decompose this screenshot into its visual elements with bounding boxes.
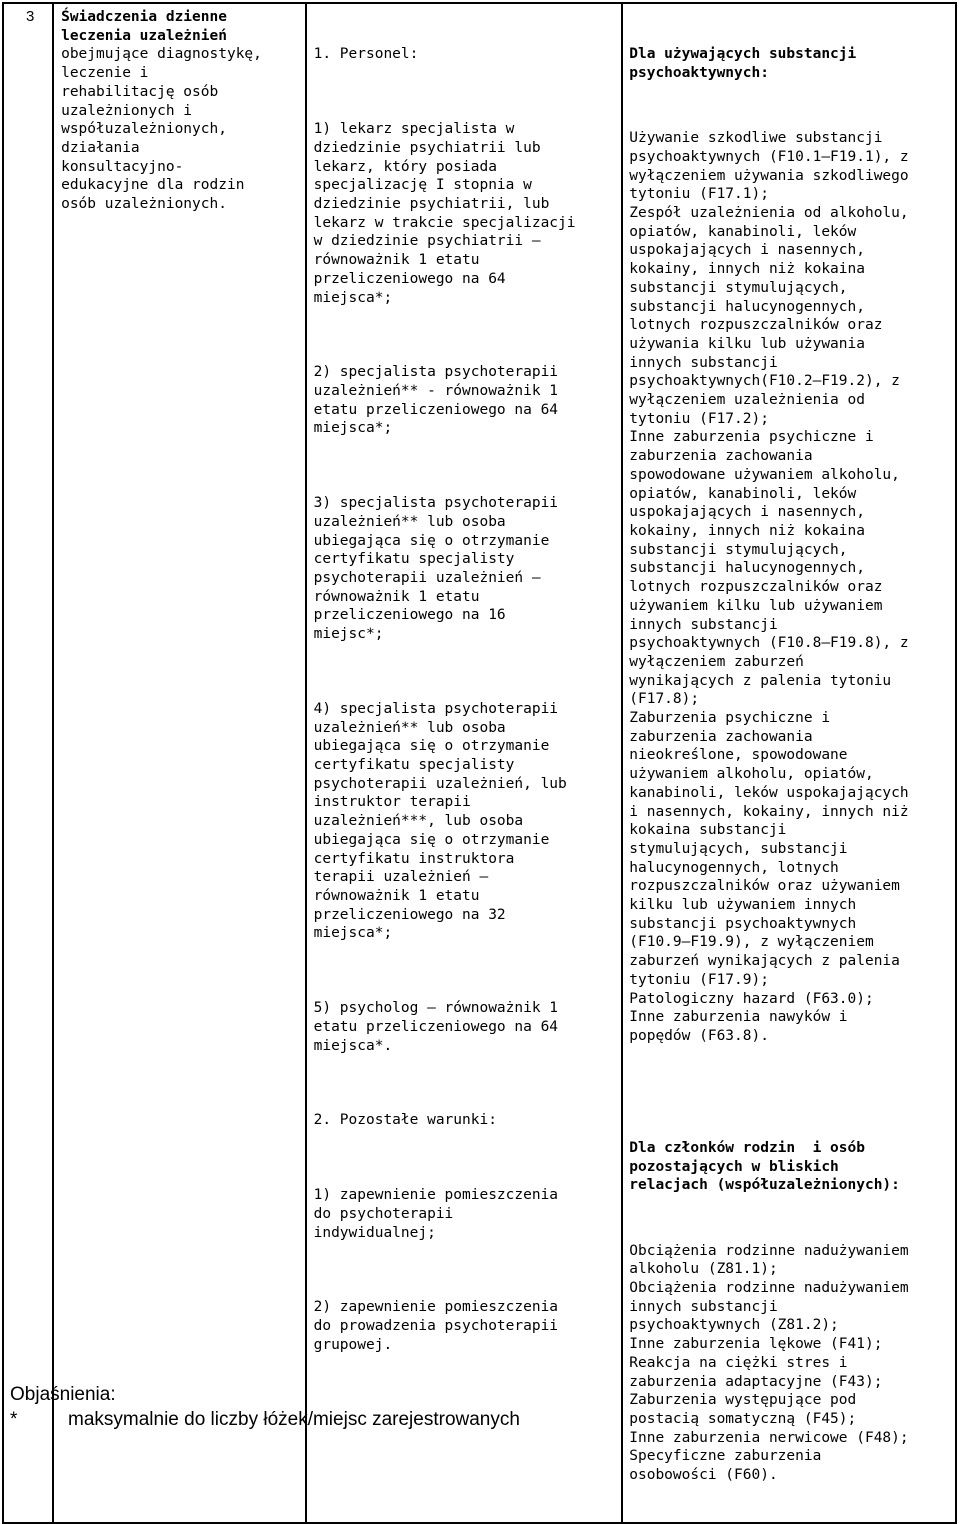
row-number-cell <box>3 3 53 1523</box>
recipients-heading-substances: Dla używających substancji psychoaktywnych: <box>629 46 857 82</box>
services-table <box>2 2 957 1524</box>
service-name-cell <box>53 3 306 1523</box>
requirement-item: 4) specjalista psychoterapii uzależnień** lub osoba ubiegająca się o otrzymanie certyfikatu specjalisty psychoterapii uzależnień, lub instruktor terapii uzależnień***, lub osoba ubiegająca się o otrzymanie certyfikatu instruktora terapii uzależnień – równoważnik 1 etatu przeliczeniowego na 32 miejsca*; <box>313 700 567 942</box>
recipients-text <box>623 4 955 1522</box>
requirements-cell <box>306 3 623 1523</box>
footnotes <box>10 1382 520 1432</box>
recipients-heading-family: Dla członków rodzin i osób pozostających w bliskich relacjach (współuzależnionych): <box>629 1140 900 1194</box>
requirement-item: 3) specjalista psychoterapii uzależnień** lub osoba ubiegająca się o otrzymanie certyfikatu specjalisty psychoterapii uzależnień – równoważnik 1 etatu przeliczeniowego na 16 miejsc*; <box>313 495 559 643</box>
footnote-text: maksymalnie do liczby łóżek/miejsc zarejestrowanych <box>68 1409 520 1430</box>
recipients-list-substances: Używanie szkodliwe substancji psychoaktywnych (F10.1–F19.1), z wyłączeniem używania szkodliwego tytoniu (F17.1); Zespół uzależnienia od alkoholu, opiatów, kanabinoli, leków uspokajających i nasennych, kokainy, innych niż kokaina substancji stymulujących, substancji halucynogennych, lotnych rozpuszczalników oraz używania kilku lub używania innych substancji psychoaktywnych(F10.2–F19.2), z wyłączeniem uzależnienia od tytoniu (F17.2); Inne zaburzenia psychiczne i zaburzenia zachowania spowodowane używaniem alkoholu, opiatów, kanabinoli, leków uspokajających i nasennych, kokainy, innych niż kokaina substancji stymulujących, substancji halucynogennych, lotnych rozpuszczalników oraz używaniem kilku lub używaniem innych substancji psychoaktywnych (F10.8–F19.8), z wyłączeniem zaburzeń wynikających z palenia tytoniu (F17.8); Zaburzenia psychiczne i zaburzenia zachowania nieokreślone, spowodowane używaniem alkoholu, opiatów, kanabinoli, leków uspokajających i nasennych, kokainy, innych niż kokaina substancji stymulujących, substancji halucynogennych, lotnych rozpuszczalników oraz używaniem kilku lub używaniem innych substancji psychoaktywnych (F10.9–F19.9), z wyłączeniem zaburzeń wynikających z palenia tytoniu (F17.9); Patologiczny hazard (F63.0); Inne zaburzenia nawyków i popędów (F63.8). <box>629 130 909 1044</box>
requirement-item: 2) specjalista psychoterapii uzależnień** - równoważnik 1 etatu przeliczeniowego na 64 miejsca*; <box>313 364 559 437</box>
other-conditions-heading: 2. Pozostałe warunki: <box>313 1112 497 1129</box>
service-name-title: Świadczenia dzienne leczenia uzależnień <box>61 9 227 44</box>
recipients-list-family: Obciążenia rodzinne nadużywaniem alkoholu (Z81.1); Obciążenia rodzinne nadużywaniem innych substancji psychoaktywnych (Z81.2); Inne zaburzenia lękowe (F41); Reakcja na ciężki stres i zaburzenia adaptacyjne (F43); Zaburzenia występujące pod postacią somatyczną (F45); Inne zaburzenia nerwicowe (F48); Specyficzne zaburzenia osobowości (F60). <box>629 1242 909 1484</box>
service-name <box>54 4 305 214</box>
row-number: 3 <box>26 8 35 25</box>
footnote-marker: * <box>10 1409 18 1430</box>
table-row <box>3 3 956 1523</box>
requirements-text <box>307 4 622 1411</box>
staff-heading: 1. Personel: <box>313 46 419 63</box>
requirement-item: 5) psycholog – równoważnik 1 etatu przeliczeniowego na 64 miejsca*. <box>313 1000 559 1054</box>
requirement-item: 1) zapewnienie pomieszczenia do psychoterapii indywidualnej; <box>313 1187 559 1241</box>
footnote-item <box>10 1407 520 1432</box>
footnotes-title: Objaśnienia: <box>10 1384 116 1405</box>
recipients-cell <box>622 3 956 1523</box>
service-name-description: obejmujące diagnostykę, leczenie i rehabilitację osób uzależnionych i współuzależnionych, działania konsultacyjno- edukacyjne dla rodzin osób uzależnionych. <box>61 46 262 213</box>
requirement-item: 1) lekarz specjalista w dziedzinie psychiatrii lub lekarz, który posiada specjalizację I stopnia w dziedzinie psychiatrii, lub lekarz w trakcie specjalizacji w dziedzinie psychiatrii – równoważnik 1 etatu przeliczeniowego na 64 miejsca*; <box>313 121 576 306</box>
requirement-item: 2) zapewnienie pomieszczenia do prowadzenia psychoterapii grupowej. <box>313 1299 559 1353</box>
